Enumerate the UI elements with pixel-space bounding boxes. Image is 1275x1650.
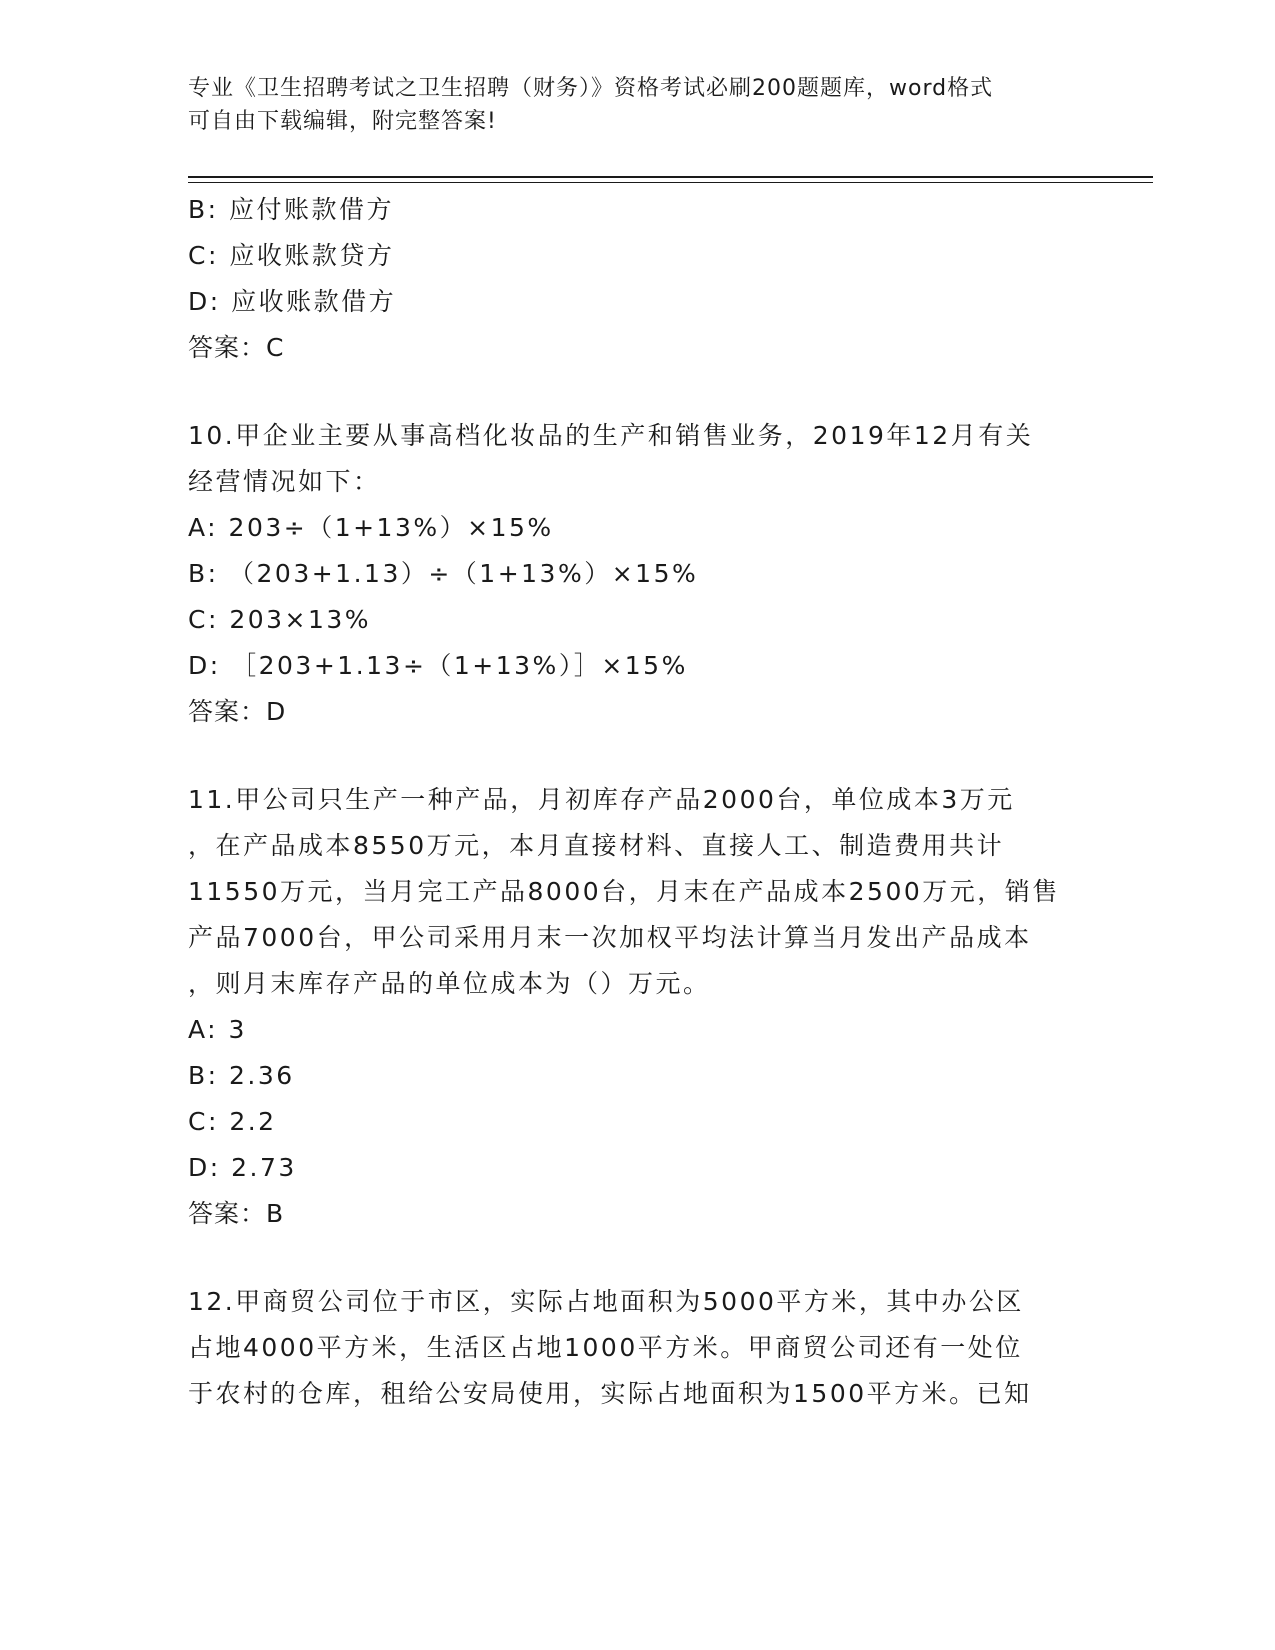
question-11 [188, 777, 1088, 1237]
option-b: B: 2.36 [188, 1061, 295, 1090]
answer: 答案：B [188, 1199, 285, 1228]
question-text-line: 12.甲商贸公司位于市区，实际占地面积为5000平方米，其中办公区 [188, 1287, 1024, 1316]
question-text-line: 产品7000台，甲公司采用月末一次加权平均法计算当月发出产品成本 [188, 923, 1032, 952]
option-c: C: 2.2 [188, 1107, 277, 1136]
question-12 [188, 1279, 1088, 1417]
question-9 [188, 187, 1088, 371]
question-text-line: 于农村的仓库，租给公安局使用，实际占地面积为1500平方米。已知 [188, 1379, 1032, 1408]
option-d: D: 应收账款借方 [188, 287, 397, 316]
question-text-line: ，则月末库存产品的单位成本为（）万元。 [188, 969, 711, 998]
header-line-1: 专业《卫生招聘考试之卫生招聘（财务）》资格考试必刷200题题库，word格式 [188, 76, 994, 101]
option-d: D: 2.73 [188, 1153, 297, 1182]
question-10 [188, 413, 1088, 735]
question-text-line: 11550万元，当月完工产品8000台，月末在产品成本2500万元，销售 [188, 877, 1060, 906]
question-text-line: 10.甲企业主要从事高档化妆品的生产和销售业务，2019年12月有关 [188, 421, 1034, 450]
header-line-2: 可自由下载编辑，附完整答案! [188, 109, 497, 134]
question-text-line: 经营情况如下： [188, 467, 381, 496]
option-b: B: 应付账款借方 [188, 195, 395, 224]
option-c: C: 203×13% [188, 605, 372, 634]
question-text-line: 占地4000平方米，生活区占地1000平方米。甲商贸公司还有一处位 [188, 1333, 1023, 1362]
question-text-line: 11.甲公司只生产一种产品，月初库存产品2000台，单位成本3万元 [188, 785, 1015, 814]
header-rule-thick [188, 176, 1153, 178]
option-d: D: ［203+1.13÷（1+13%）］×15% [188, 651, 688, 680]
option-a: A: 203÷（1+13%）×15% [188, 513, 554, 542]
answer: 答案：C [188, 333, 285, 362]
header-rule-thin [188, 182, 1153, 183]
question-list [188, 187, 1088, 1417]
option-a: A: 3 [188, 1015, 247, 1044]
document-header [188, 72, 1088, 138]
answer: 答案：D [188, 697, 287, 726]
option-c: C: 应收账款贷方 [188, 241, 395, 270]
option-b: B: （203+1.13）÷（1+13%）×15% [188, 559, 699, 588]
question-text-line: ，在产品成本8550万元，本月直接材料、直接人工、制造费用共计 [188, 831, 1005, 860]
